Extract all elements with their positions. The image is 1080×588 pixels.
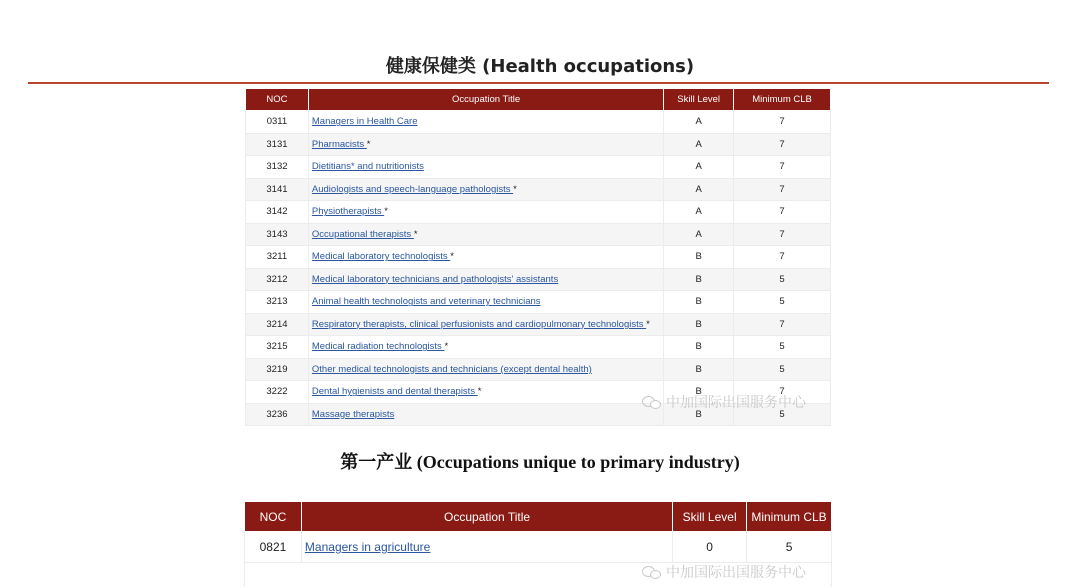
clb-cell: 5 xyxy=(734,358,831,381)
skill-cell: 0 xyxy=(673,532,747,563)
occupation-link[interactable]: Medical laboratory technologists xyxy=(311,251,451,263)
noc-cell: 3222 xyxy=(246,381,309,404)
skill-cell: B xyxy=(664,358,734,381)
occupation-link[interactable]: Occupational therapists xyxy=(311,228,414,240)
skill-cell: B xyxy=(664,268,734,291)
noc-cell: 3212 xyxy=(246,268,309,291)
noc-cell: 3142 xyxy=(246,201,309,224)
clb-cell: 7 xyxy=(734,313,831,336)
noc-cell: 3214 xyxy=(246,313,309,336)
header-minimum-clb: Minimum CLB xyxy=(734,89,831,111)
table-row xyxy=(246,358,831,381)
occupation-link[interactable]: Managers in agriculture xyxy=(304,540,431,554)
table-row xyxy=(246,291,831,314)
header-noc: NOC xyxy=(245,502,302,532)
noc-cell: 3132 xyxy=(246,156,309,179)
table-row xyxy=(246,111,831,134)
header-occupation-title: Occupation Title xyxy=(308,89,663,111)
clb-cell: 5 xyxy=(747,532,832,563)
title-cell xyxy=(301,532,672,563)
title-cell xyxy=(308,336,663,359)
skill-cell: A xyxy=(664,223,734,246)
section-title-primary-industry: 第一产业 (Occupations unique to primary industry) xyxy=(340,452,740,472)
title-cell xyxy=(308,313,663,336)
wechat-icon xyxy=(642,565,662,579)
table-row xyxy=(246,336,831,359)
title-cell xyxy=(308,223,663,246)
title-cell xyxy=(308,178,663,201)
watermark xyxy=(642,562,806,582)
occupation-link[interactable]: Audiologists and speech-language pathologists xyxy=(311,183,514,195)
table-row xyxy=(246,313,831,336)
noc-cell: 3141 xyxy=(246,178,309,201)
skill-cell: B xyxy=(664,291,734,314)
title-cell xyxy=(308,201,663,224)
table-row xyxy=(246,246,831,269)
star-mark: * xyxy=(477,386,482,398)
skill-cell: B xyxy=(664,336,734,359)
occupation-link[interactable]: Animal health technologists and veterinary technicians xyxy=(311,296,541,308)
header-skill-level: Skill Level xyxy=(664,89,734,111)
clb-cell: 7 xyxy=(734,156,831,179)
wechat-icon xyxy=(642,395,662,409)
title-cell xyxy=(308,291,663,314)
star-mark: * xyxy=(513,183,517,195)
skill-cell: A xyxy=(664,156,734,179)
clb-cell: 7 xyxy=(734,246,831,269)
skill-cell: A xyxy=(664,178,734,201)
noc-cell: 3211 xyxy=(246,246,309,269)
clb-cell: 5 xyxy=(734,291,831,314)
clb-cell: 7 xyxy=(734,381,831,404)
clb-cell: 7 xyxy=(734,223,831,246)
noc-cell: 0821 xyxy=(245,532,302,563)
title-cell xyxy=(308,358,663,381)
occupation-link[interactable]: Physiotherapists xyxy=(311,206,385,218)
clb-cell: 5 xyxy=(734,336,831,359)
header-skill-level: Skill Level xyxy=(673,502,747,532)
title-cell xyxy=(308,133,663,156)
table-row xyxy=(245,532,832,563)
skill-cell: A xyxy=(664,133,734,156)
noc-cell: 3219 xyxy=(246,358,309,381)
noc-cell: 0311 xyxy=(246,111,309,134)
occupation-link[interactable]: Managers in Health Care xyxy=(311,116,418,128)
health-occupations-table xyxy=(245,88,831,426)
occupation-link[interactable]: Massage therapists xyxy=(311,408,395,420)
header-occupation-title: Occupation Title xyxy=(301,502,672,532)
title-cell xyxy=(308,268,663,291)
watermark xyxy=(642,392,806,412)
table-header-row xyxy=(245,502,832,532)
table-row xyxy=(246,133,831,156)
section-title-health: 健康保健类 (Health occupations) xyxy=(385,56,695,77)
title-cell xyxy=(308,403,663,426)
noc-cell: 3236 xyxy=(246,403,309,426)
star-mark: * xyxy=(366,138,371,150)
skill-cell: B xyxy=(664,313,734,336)
header-noc: NOC xyxy=(246,89,309,111)
noc-cell: 3143 xyxy=(246,223,309,246)
header-minimum-clb: Minimum CLB xyxy=(747,502,832,532)
clb-cell: 7 xyxy=(734,201,831,224)
occupation-link[interactable]: Respiratory therapists, clinical perfusionists and cardiopulmonary technologists xyxy=(311,318,647,330)
occupation-link[interactable]: Dietitians* and nutritionists xyxy=(311,161,424,173)
noc-cell: 3215 xyxy=(246,336,309,359)
title-cell xyxy=(308,246,663,269)
occupation-link[interactable]: Other medical technologists and technicians (except dental health) xyxy=(311,363,592,375)
watermark-text: 中加国际出国服务中心 xyxy=(666,395,806,411)
table-header-row xyxy=(246,89,831,111)
star-mark: * xyxy=(646,318,650,330)
star-mark: * xyxy=(384,206,388,218)
clb-cell: 7 xyxy=(734,133,831,156)
table-row xyxy=(246,156,831,179)
noc-cell: 3131 xyxy=(246,133,309,156)
clb-cell: 5 xyxy=(734,268,831,291)
skill-cell: B xyxy=(664,246,734,269)
skill-cell: B xyxy=(664,403,734,426)
title-cell xyxy=(308,111,663,134)
table-row xyxy=(246,178,831,201)
occupation-link[interactable]: Dental hygienists and dental therapists xyxy=(311,386,478,398)
clb-cell: 7 xyxy=(734,178,831,201)
skill-cell: A xyxy=(664,111,734,134)
skill-cell: B xyxy=(664,381,734,404)
skill-cell: A xyxy=(664,201,734,224)
clb-cell: 7 xyxy=(734,111,831,134)
title-cell xyxy=(308,381,663,404)
table-row xyxy=(246,223,831,246)
title-divider xyxy=(28,82,1049,84)
watermark-text: 中加国际出国服务中心 xyxy=(666,565,806,581)
star-mark: * xyxy=(444,341,449,353)
noc-cell: 3213 xyxy=(246,291,309,314)
occupation-link[interactable]: Medical radiation technologists xyxy=(311,341,445,353)
clb-cell: 5 xyxy=(734,403,831,426)
star-mark: * xyxy=(450,251,454,263)
table-row xyxy=(246,268,831,291)
star-mark: * xyxy=(413,228,418,240)
occupation-link[interactable]: Medical laboratory technicians and pathologists' assistants xyxy=(311,273,559,285)
table-row xyxy=(246,201,831,224)
occupation-link[interactable]: Pharmacists xyxy=(311,138,367,150)
title-cell xyxy=(308,156,663,179)
